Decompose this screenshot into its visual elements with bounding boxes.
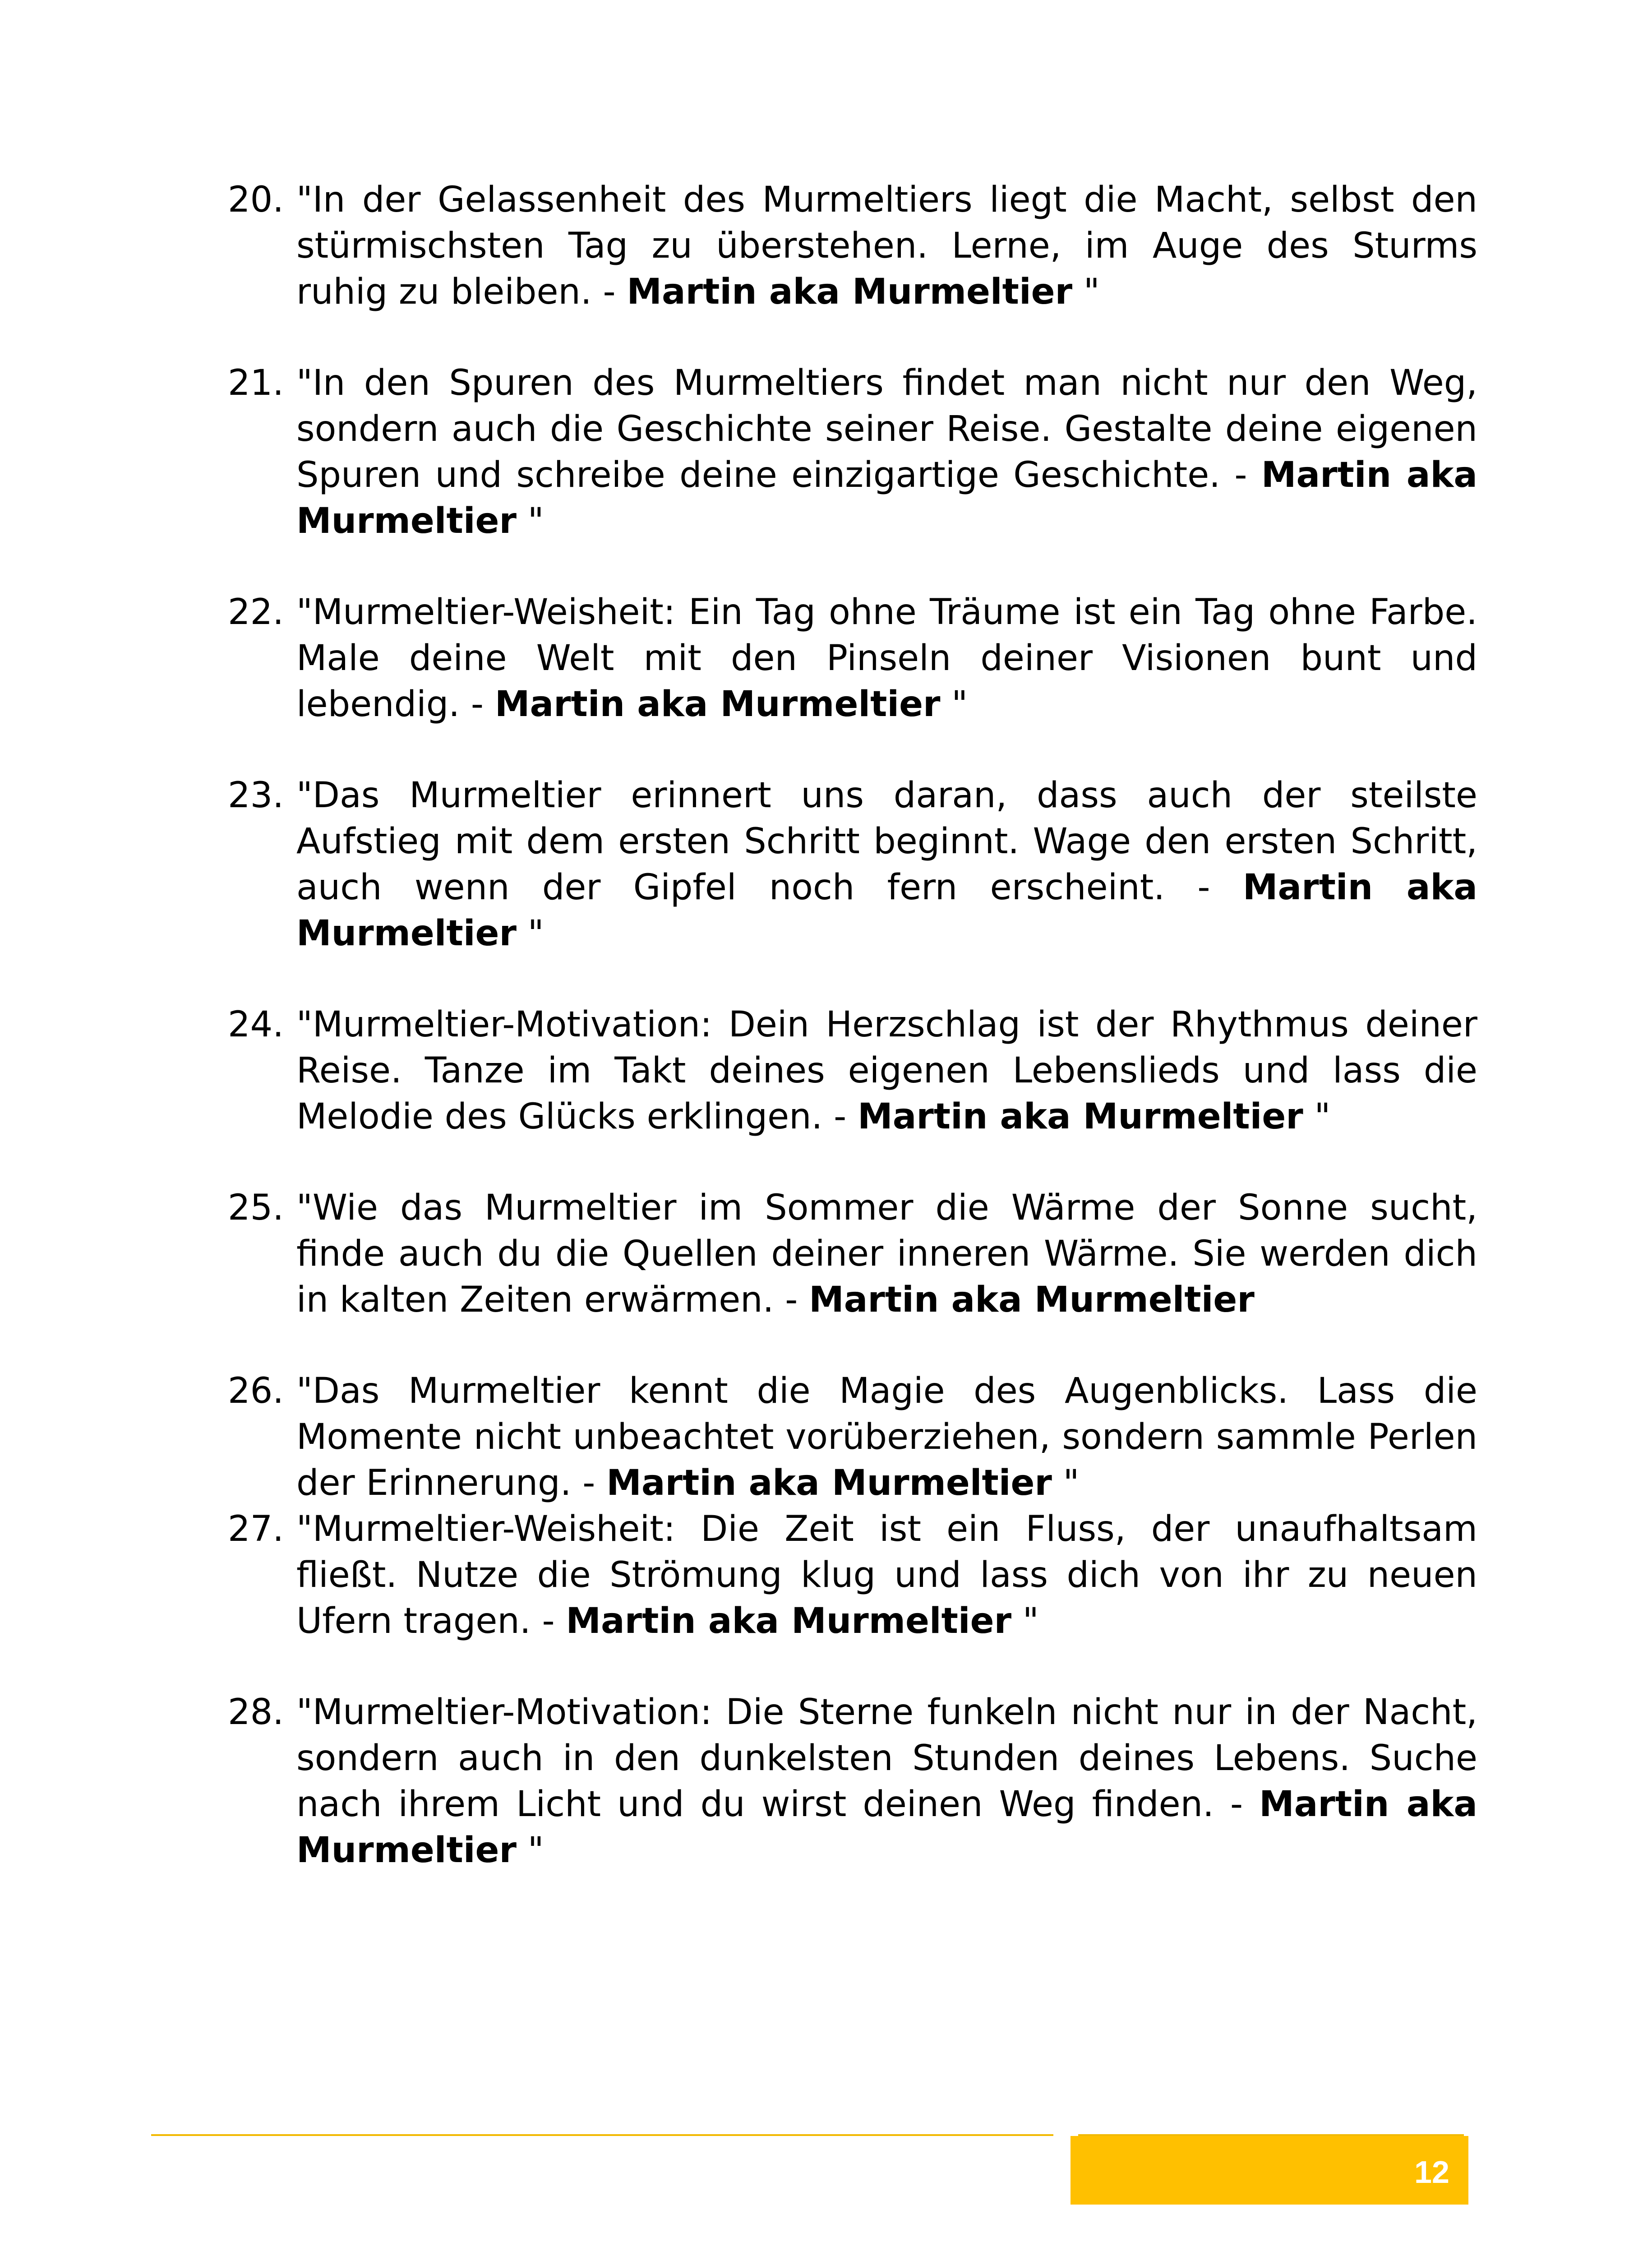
page-number-badge — [1071, 2136, 1468, 2205]
quote-text: "Das Murmeltier erinnert uns daran, dass auch der steilste Aufstieg mit dem ersten Schritt beginnt. Wage den ersten Schritt, auch wenn der Gipfel noch fern erscheint. - — [296, 775, 1489, 908]
quote-number: 26. — [228, 1371, 284, 1411]
quote-list — [228, 177, 1490, 1873]
quote-body — [296, 1689, 1490, 1873]
quote-author: Martin aka Murmeltier — [296, 867, 1490, 954]
quote-number: 28. — [228, 1692, 284, 1733]
quote-text: "Wie das Murmeltier im Sommer die Wärme der Sonne sucht, finde auch du die Quellen deiner inneren Wärme. Sie werden dich in kalten Zeiten erwärmen. - — [296, 1188, 1489, 1320]
quote-text: "In den Spuren des Murmeltiers findet man nicht nur den Weg, sondern auch die Geschichte seiner Reise. Gestalte deine eigenen Spuren und schreibe deine einzigartige Geschichte. - — [296, 363, 1489, 495]
page-number: 12 — [1414, 2154, 1449, 2190]
quote-item-27 — [228, 1506, 1489, 1644]
quote-author: Martin aka Murmeltier — [494, 684, 941, 725]
quote-number: 25. — [228, 1188, 284, 1228]
quote-number: 23. — [228, 775, 284, 816]
quote-number: 22. — [228, 592, 284, 633]
quote-number: 24. — [228, 1004, 284, 1045]
quote-author: Martin aka Murmeltier — [627, 272, 1073, 312]
quote-item-21 — [228, 360, 1490, 544]
quote-body — [296, 589, 1489, 727]
quote-item-24 — [228, 1002, 1489, 1140]
quote-item-22 — [228, 589, 1489, 727]
quote-text: "Murmeltier-Motivation: Dein Herzschlag ist der Rhythmus deiner Reise. Tanze im Takt deines eigenen Lebenslieds und lass die Melodie des Glücks erklingen. - — [296, 1004, 1489, 1137]
quote-suffix: " — [516, 501, 544, 541]
quote-suffix: " — [1303, 1096, 1331, 1137]
quote-item-20 — [228, 177, 1489, 315]
quote-body — [296, 1002, 1489, 1140]
quote-author: Martin aka Murmeltier — [566, 1601, 1012, 1641]
quote-item-26 — [228, 1368, 1489, 1506]
quote-number: 21. — [228, 363, 284, 403]
quote-body — [296, 1368, 1489, 1506]
quote-body — [296, 772, 1490, 957]
quote-author: Martin aka Murmeltier — [296, 455, 1490, 541]
quote-suffix: " — [1052, 1463, 1080, 1503]
quote-text: "Murmeltier-Weisheit: Ein Tag ohne Träume ist ein Tag ohne Farbe. Male deine Welt mit den Pinseln deiner Visionen bunt und lebendig. - — [296, 592, 1489, 725]
quote-author: Martin aka Murmeltier — [296, 1784, 1490, 1871]
quote-suffix: " — [1011, 1601, 1039, 1641]
quote-body — [296, 177, 1489, 315]
quote-author: Martin aka Murmeltier — [809, 1280, 1255, 1320]
quote-item-25 — [228, 1185, 1489, 1323]
quote-text: "Murmeltier-Weisheit: Die Zeit ist ein Fluss, der unaufhaltsam fließt. Nutze die Strömung klug und lass dich von ihr zu neuen Ufern tragen. - — [296, 1509, 1489, 1641]
quote-body — [296, 1506, 1489, 1644]
quote-item-23 — [228, 772, 1490, 957]
quote-text: "In der Gelassenheit des Murmeltiers liegt die Macht, selbst den stürmischsten Tag zu überstehen. Lerne, im Auge des Sturms ruhig zu bleiben. - — [296, 180, 1489, 312]
quote-text: "Murmeltier-Motivation: Die Sterne funkeln nicht nur in der Nacht, sondern auch in den dunkelsten Stunden deines Lebens. Suche nach ihrem Licht und du wirst deinen Weg finden. - — [296, 1692, 1489, 1825]
quote-suffix: " — [516, 1830, 544, 1871]
quote-author: Martin aka Murmeltier — [606, 1463, 1052, 1503]
quote-body — [296, 360, 1490, 544]
quote-item-28 — [228, 1689, 1490, 1873]
quote-suffix: " — [516, 913, 544, 954]
quote-suffix: " — [940, 684, 968, 725]
quote-text: "Das Murmeltier kennt die Magie des Augenblicks. Lass die Momente nicht unbeachtet vorüberziehen, sondern sammle Perlen der Erinnerung. - — [296, 1371, 1489, 1503]
quote-number: 20. — [228, 180, 284, 220]
quote-author: Martin aka Murmeltier — [858, 1096, 1303, 1137]
quote-suffix: " — [1072, 272, 1100, 312]
quote-number: 27. — [228, 1509, 284, 1549]
quote-body — [296, 1185, 1489, 1323]
